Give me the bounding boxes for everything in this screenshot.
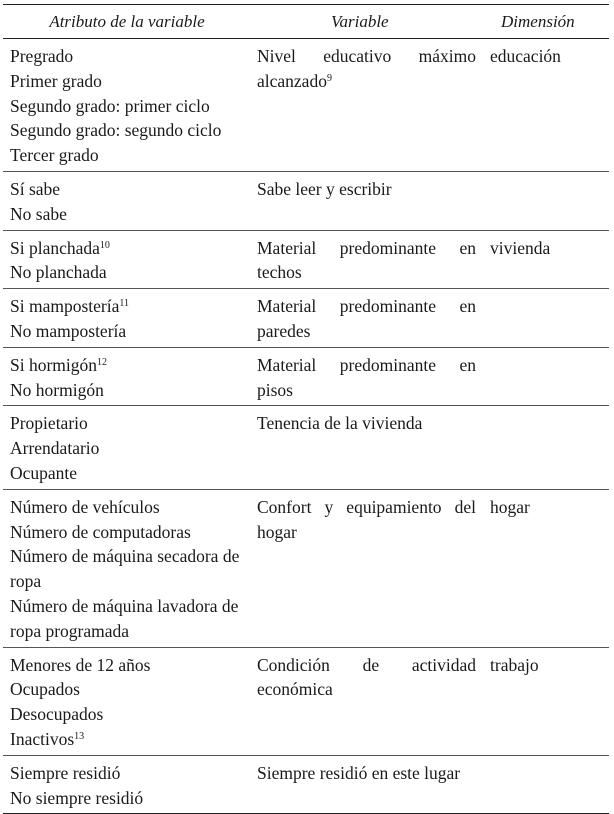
variable-cell xyxy=(251,489,484,647)
attribute-text: Número de máquina lavadora de ropa programada xyxy=(10,595,239,641)
variable-cell xyxy=(251,171,484,230)
footnote-marker: 11 xyxy=(119,298,129,310)
table-row xyxy=(3,39,609,172)
attribute-value xyxy=(10,353,251,378)
attribute-value xyxy=(10,727,251,752)
attribute-cell xyxy=(3,171,251,230)
attribute-text: Sí sabe xyxy=(10,178,61,199)
table-row xyxy=(3,647,609,755)
table-header xyxy=(3,5,609,39)
attribute-text: Pregrado xyxy=(10,46,74,66)
attribute-text: No hormigón xyxy=(10,379,104,400)
attribute-text: Ocupante xyxy=(10,462,78,483)
attribute-text: Menores de 12 años xyxy=(10,654,151,675)
attribute-text: Número de máquina secadora de ropa xyxy=(10,546,240,592)
variable-text: Sabe leer y escribir xyxy=(257,178,392,199)
table-row xyxy=(3,289,609,348)
attribute-text: Siempre residió xyxy=(10,762,121,783)
attribute-value xyxy=(10,436,251,461)
attribute-text: Número de computadoras xyxy=(10,521,191,542)
footnote-marker: 12 xyxy=(97,356,108,368)
footnote-marker: 10 xyxy=(99,239,110,251)
attribute-value xyxy=(10,260,251,285)
attribute-value xyxy=(10,94,251,119)
attribute-text: Primer grado xyxy=(10,70,102,91)
table-body xyxy=(3,39,609,814)
dimension-cell xyxy=(484,171,609,230)
attribute-value xyxy=(10,236,251,261)
dimension-cell xyxy=(484,755,609,814)
dimension-cell xyxy=(484,347,609,406)
attribute-cell xyxy=(3,347,251,406)
attribute-value xyxy=(10,544,251,594)
variable-cell xyxy=(251,347,484,406)
attribute-text: No mampostería xyxy=(10,320,127,341)
header-row xyxy=(3,5,609,39)
attribute-value xyxy=(10,594,251,644)
variable-text: Confort y equipamiento del hogar xyxy=(257,496,476,542)
attribute-value xyxy=(10,677,251,702)
attribute-text: No sabe xyxy=(10,203,67,224)
header-variable: Variable xyxy=(331,11,389,31)
dimension-cell: hogar xyxy=(490,496,530,517)
attribute-text: Segundo grado: segundo ciclo xyxy=(10,120,222,141)
table-row xyxy=(3,489,609,647)
attribute-value xyxy=(10,294,251,319)
attribute-value xyxy=(10,44,251,69)
dimension-cell xyxy=(484,406,609,489)
attribute-text: Si hormigón xyxy=(10,354,98,375)
attribute-text: Propietario xyxy=(10,413,88,434)
attribute-text: Segundo grado: primer ciclo xyxy=(10,95,210,116)
table-row xyxy=(3,755,609,814)
attribute-text: Si planchada xyxy=(10,237,100,258)
attribute-value xyxy=(10,118,251,143)
attribute-text: Número de vehículos xyxy=(10,496,160,517)
attribute-value xyxy=(10,378,251,403)
variable-cell xyxy=(251,406,484,489)
attribute-text: Tercer grado xyxy=(10,145,99,166)
attribute-value xyxy=(10,495,251,520)
attribute-value xyxy=(10,653,251,678)
attribute-value xyxy=(10,202,251,227)
attribute-value xyxy=(10,461,251,486)
attribute-text: Arrendatario xyxy=(10,438,100,459)
attribute-cell xyxy=(3,39,251,172)
attribute-value xyxy=(10,520,251,545)
attribute-value xyxy=(10,143,251,168)
attribute-text: Desocupados xyxy=(10,704,104,725)
dimension-cell xyxy=(484,289,609,348)
attribute-cell xyxy=(3,406,251,489)
table-row xyxy=(3,347,609,406)
dimension-cell: educación xyxy=(490,46,561,66)
table-row xyxy=(3,171,609,230)
attribute-text: No siempre residió xyxy=(10,787,144,808)
variable-cell xyxy=(251,755,484,814)
attribute-text: Si mampostería xyxy=(10,296,120,317)
header-attribute: Atributo de la variable xyxy=(49,11,205,31)
variables-table xyxy=(3,4,609,814)
header-dimension: Dimensión xyxy=(501,11,575,31)
variable-text: Material predominante en paredes xyxy=(257,296,476,341)
variable-text: Condición de actividad económica xyxy=(257,654,476,700)
variable-cell xyxy=(251,39,484,172)
attribute-cell xyxy=(3,755,251,814)
variable-cell xyxy=(251,647,484,755)
footnote-marker: 9 xyxy=(326,72,332,84)
table-row xyxy=(3,230,609,289)
attribute-text: Inactivos xyxy=(10,728,75,749)
attribute-value xyxy=(10,319,251,344)
attribute-cell xyxy=(3,647,251,755)
variable-text: Material predominante en pisos xyxy=(257,354,476,400)
variable-text: Nivel educativo máximo alcanzado xyxy=(257,46,476,91)
footnote-marker: 13 xyxy=(74,730,85,742)
dimension-cell: vivienda xyxy=(490,237,551,258)
variable-cell xyxy=(251,230,484,289)
attribute-value xyxy=(10,177,251,202)
attribute-value xyxy=(10,761,251,786)
dimension-cell: trabajo xyxy=(490,654,539,675)
table-row xyxy=(3,406,609,489)
variable-text: Siempre residió en este lugar xyxy=(257,762,461,783)
attribute-text: No planchada xyxy=(10,262,107,283)
variable-cell xyxy=(251,289,484,348)
attribute-value xyxy=(10,411,251,436)
attribute-value xyxy=(10,69,251,94)
variable-text: Material predominante en techos xyxy=(257,237,476,283)
attribute-text: Ocupados xyxy=(10,679,80,700)
attribute-cell xyxy=(3,289,251,348)
attribute-cell xyxy=(3,230,251,289)
attribute-cell xyxy=(3,489,251,647)
attribute-value xyxy=(10,702,251,727)
variable-text: Tenencia de la vivienda xyxy=(257,413,423,434)
